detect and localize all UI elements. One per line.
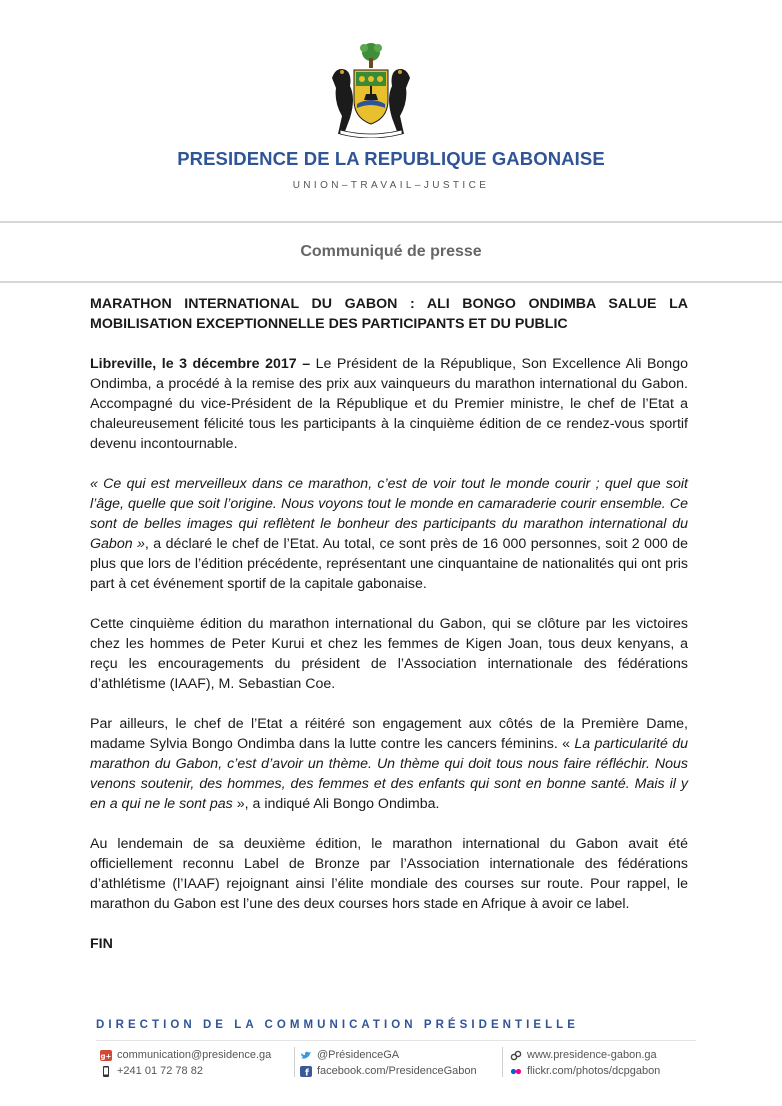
end-marker: FIN (90, 936, 113, 952)
footer-contact-column (100, 1047, 271, 1079)
google-plus-icon (100, 1050, 112, 1061)
national-motto: UNION–TRAVAIL–JUSTICE (292, 180, 490, 191)
page-title: PRESIDENCE DE LA REPUBLIQUE GABONAISE (177, 148, 605, 169)
gabon-coat-of-arms-emblem (326, 38, 416, 138)
footer-social-column (300, 1047, 477, 1079)
footer-separator (502, 1047, 503, 1077)
footer-phone: +241 01 72 78 82 (117, 1065, 203, 1077)
paragraph-1 (90, 354, 688, 454)
footer-twitter-link[interactable]: @PrésidenceGA (317, 1049, 400, 1061)
link-icon (510, 1050, 522, 1061)
header-divider (0, 221, 782, 223)
footer-separator (294, 1047, 295, 1077)
footer-email-link[interactable]: communication@presidence.ga (117, 1049, 272, 1061)
flickr-icon (510, 1066, 522, 1077)
footer-flickr-link[interactable]: flickr.com/photos/dcpgabon (527, 1065, 661, 1077)
phone-icon (100, 1066, 112, 1077)
twitter-icon (300, 1050, 312, 1061)
paragraph-4-intro: Par ailleurs, le chef de l’Etat a réitéré son engagement aux côtés de la Première Dame, madame Sylvia Bongo Ondimba dans la lutte contre les cancers féminins. « (90, 716, 688, 752)
footer-website-link[interactable]: www.presidence-gabon.ga (527, 1049, 657, 1061)
footer-divider (96, 1040, 696, 1041)
section-divider (0, 281, 782, 283)
article-body (90, 294, 688, 974)
footer-title: DIRECTION DE LA COMMUNICATION PRÉSIDENTIELLE (96, 1019, 579, 1031)
paragraph-3: Cette cinquième édition du marathon international du Gabon, qui se clôture par les victoires chez les hommes de Peter Kurui et chez les femmes de Kigen Joan, tous deux kenyans, a reçu les encouragements du président de l’Association internationale des fédérations d’athlétisme (IAAF), M. Sebastian Coe. (90, 616, 688, 692)
document-type-heading: Communiqué de presse (300, 243, 482, 260)
paragraph-5: Au lendemain de sa deuxième édition, le marathon international du Gabon avait été officiellement reconnu Label de Bronze par l’Association internationale des fédérations d’athlétisme (l’IAAF) rejoignant ainsi l’élite mondiale des courses sur route. Pour rappel, le marathon du Gabon est l’une des deux courses hors stade en Afrique à avoir ce label. (90, 836, 688, 912)
dateline: Libreville, le 3 décembre 2017 – (90, 356, 311, 372)
paragraph-4 (90, 714, 688, 814)
footer-web-column (510, 1047, 660, 1079)
svg-text:f: f (305, 1068, 309, 1077)
paragraph-4-text: », a indiqué Ali Bongo Ondimba. (232, 796, 440, 812)
paragraph-2-text: , a déclaré le chef de l’Etat. Au total, ce sont près de 16 000 personnes, soit 2 000 de plus que lors de l’édition précédente, représentant une cinquantaine de nationalités qui ont pris part à cet événement sportif de la capitale gabonaise. (90, 536, 688, 592)
paragraph-1-text: Le Président de la République, Son Excellence Ali Bongo Ondimba, a procédé à la remise des prix aux vainqueurs du marathon international du Gabon. Accompagné du vice-Président de la République et du Premier ministre, le chef de l’Etat a chaleureusement félicité tous les participants à la cinquième édition de ce rendez-vous sportif devenu incontournable. (90, 356, 688, 452)
article-headline: MARATHON INTERNATIONAL DU GABON : ALI BONGO ONDIMBA SALUE LA MOBILISATION EXCEPTIONNELLE DES PARTICIPANTS ET DU PUBLIC (90, 296, 688, 332)
facebook-icon (300, 1066, 312, 1077)
footer-facebook-link[interactable]: facebook.com/PresidenceGabon (317, 1065, 477, 1077)
paragraph-2 (90, 474, 688, 594)
quote-2: La particularité du marathon du Gabon, c’est d’avoir un thème. Un thème qui doit tous nous faire réfléchir. Nous venons soutenir, des hommes, des femmes et des enfants qui sont en bonne santé. Mais il y en a qui ne le sont pas (90, 736, 688, 812)
svg-text:g+: g+ (100, 1052, 112, 1060)
quote-1: « Ce qui est merveilleux dans ce marathon, c’est de voir tout le monde courir ; quel que soit l’âge, quelle que soit l’origine. Nous voyons tout le monde en camaraderie courir ensemble. Ce sont de belles images qui reflètent le bonheur des participants du marathon international du Gabon » (90, 476, 688, 552)
